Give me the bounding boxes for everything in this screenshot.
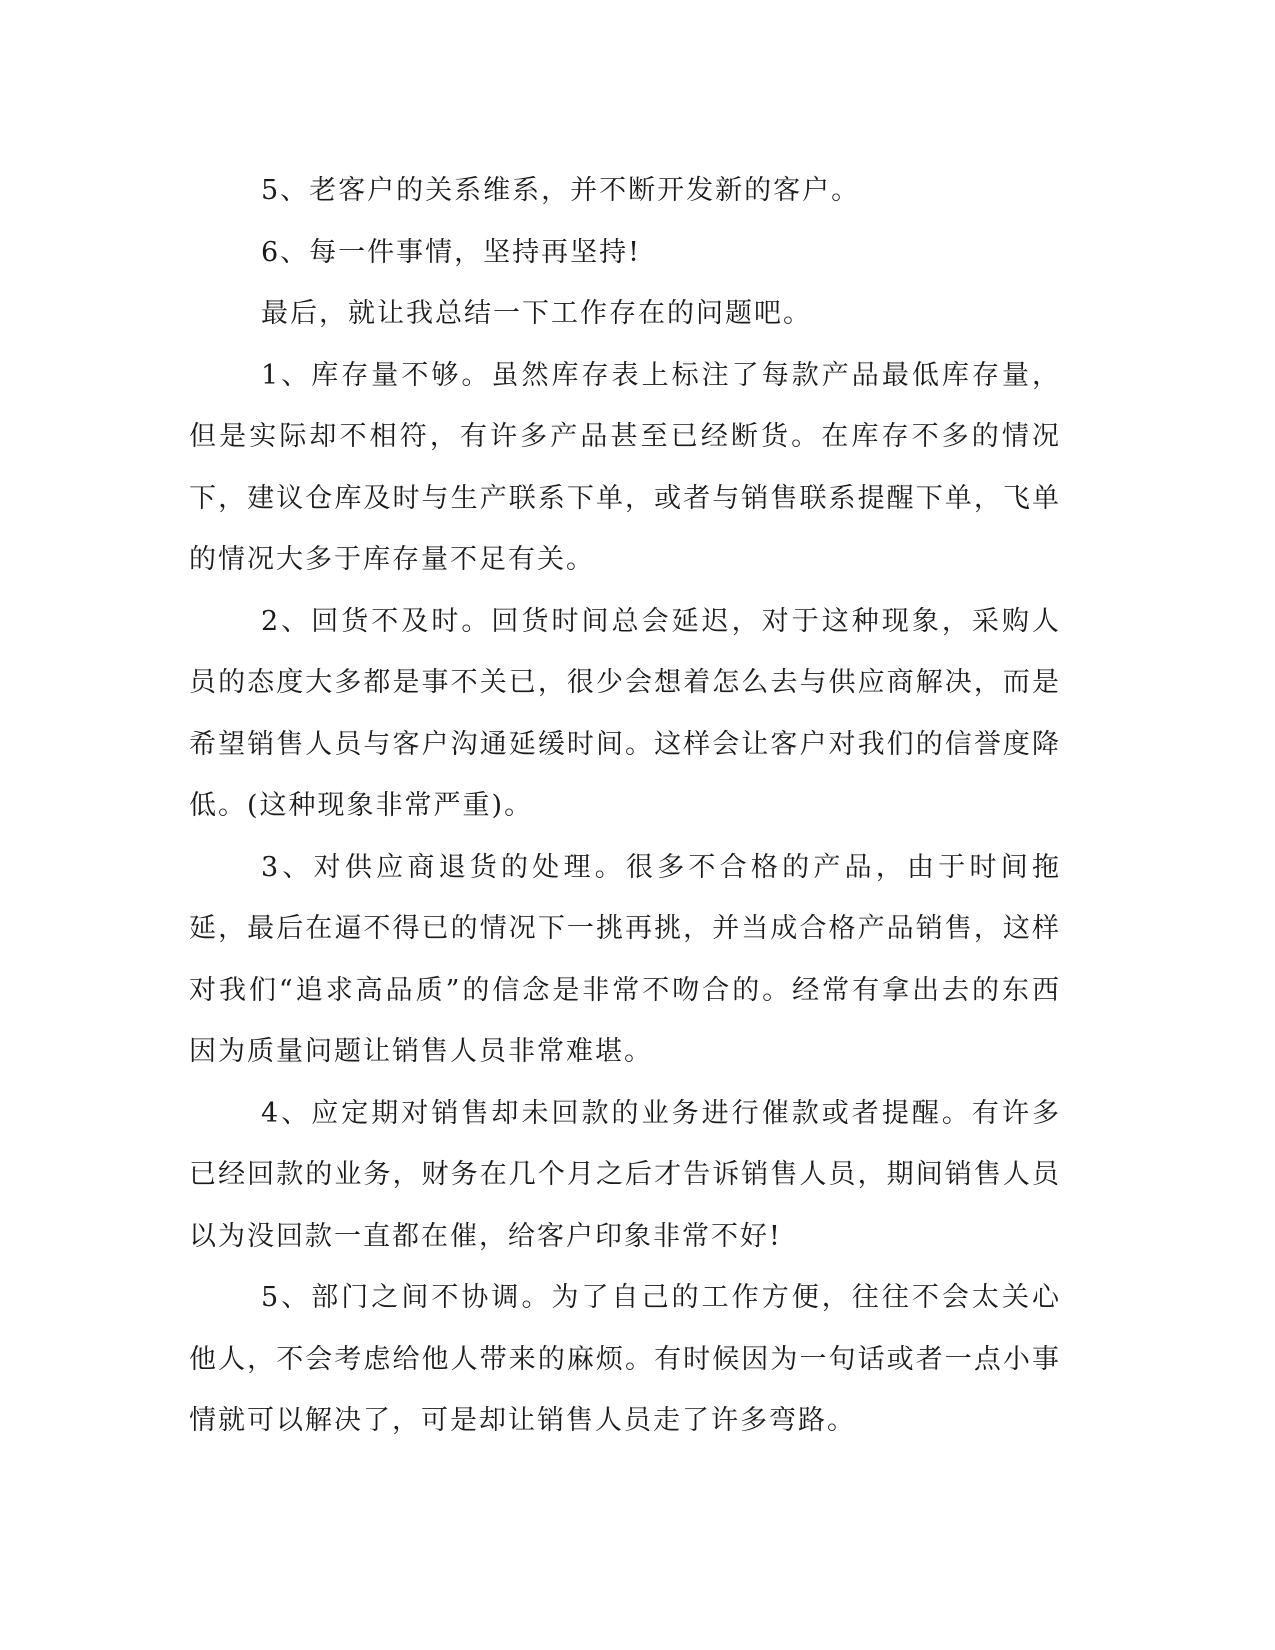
- paragraph-issue-1-inventory: 1、库存量不够。虽然库存表上标注了每款产品最低库存量，但是实际却不相符，有许多产品甚至已经断货。在库存不多的情况下，建议仓库及时与生产联系下单，或者与销售联系提醒下单，飞单的情况大多于库存量不足有关。: [189, 359, 1061, 575]
- paragraph-summary-intro: 最后，就让我总结一下工作存在的问题吧。: [261, 298, 812, 329]
- document-body: [189, 160, 1061, 1452]
- paragraph-issue-5-coordination: 5、部门之间不协调。为了自己的工作方便，往往不会太关心他人，不会考虑给他人带来的麻烦。有时候因为一句话或者一点小事情就可以解决了，可是却让销售人员走了许多弯路。: [189, 1282, 1061, 1436]
- paragraph-item-5-customers: 5、老客户的关系维系，并不断开发新的客户。: [261, 175, 861, 206]
- paragraph-issue-3-returns: 3、对供应商退货的处理。很多不合格的产品，由于时间拖延，最后在逼不得已的情况下一挑再挑，并当成合格产品销售，这样对我们“追求高品质”的信念是非常不吻合的。经常有拿出去的东西因为质量问题让销售人员非常难堪。: [189, 851, 1061, 1067]
- paragraph-item-6-persistence: 6、每一件事情，坚持再坚持!: [261, 236, 642, 268]
- paragraph-issue-2-delivery: 2、回货不及时。回货时间总会延迟，对于这种现象，采购人员的态度大多都是事不关已，很少会想着怎么去与供应商解决，而是希望销售人员与客户沟通延缓时间。这样会让客户对我们的信誉度降低。(这种现象非常严重)。: [189, 605, 1061, 821]
- paragraph-issue-4-collections: 4、应定期对销售却未回款的业务进行催款或者提醒。有许多已经回款的业务，财务在几个月之后才告诉销售人员，期间销售人员以为没回款一直都在催，给客户印象非常不好!: [189, 1097, 1061, 1252]
